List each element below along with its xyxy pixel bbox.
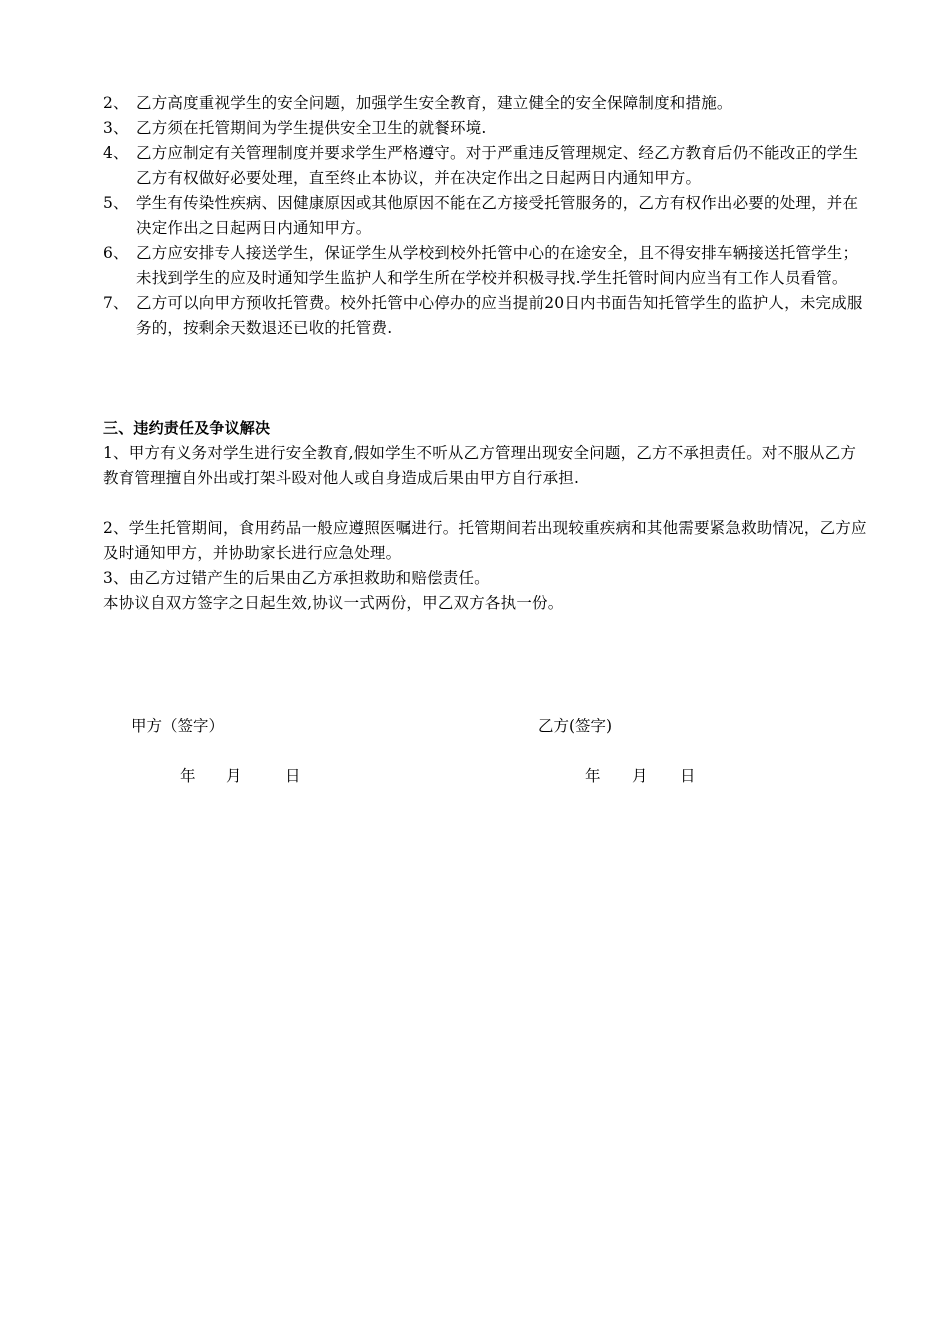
list-item <box>103 141 868 191</box>
section-heading: 三、违约责任及争议解决 <box>103 419 271 437</box>
list-item <box>103 291 868 341</box>
party-a-signature-label: 甲方（签字） <box>131 717 225 735</box>
item-number: 2、 <box>103 94 129 112</box>
blank-line <box>103 491 868 516</box>
party-b-day: 日 <box>680 767 696 785</box>
clause-list <box>103 91 868 341</box>
party-b-signature-label: 乙方(签字) <box>538 717 613 735</box>
item-text: 乙方高度重视学生的安全问题，加强学生安全教育，建立健全的安全保障制度和措施。 <box>136 94 733 112</box>
item-number: 3、 <box>103 119 129 137</box>
section-liability <box>103 416 868 616</box>
paragraph-3: 3、由乙方过错产生的后果由乙方承担救助和赔偿责任。 <box>103 569 490 587</box>
list-item <box>103 191 868 241</box>
item-text: 乙方应安排专人接送学生，保证学生从学校到校外托管中心的在途安全，且不得安排车辆接送托管学生；未找到学生的应及时通知学生监护人和学生所在学校并积极寻找.学生托管时间内应当有工作人员看管。 <box>136 244 859 287</box>
item-number: 6、 <box>103 244 129 262</box>
party-a-year: 年 <box>180 767 196 785</box>
list-item <box>103 116 868 141</box>
list-item <box>103 91 868 116</box>
party-a-day: 日 <box>285 767 301 785</box>
party-b-month: 月 <box>632 767 648 785</box>
effective-clause: 本协议自双方签字之日起生效,协议一式两份，甲乙双方各执一份。 <box>103 594 564 612</box>
list-item <box>103 241 868 291</box>
item-text: 乙方须在托管期间为学生提供安全卫生的就餐环境. <box>136 119 487 137</box>
item-number: 7、 <box>103 294 129 312</box>
party-b-year: 年 <box>585 767 601 785</box>
item-number: 5、 <box>103 194 129 212</box>
item-text: 乙方可以向甲方预收托管费。校外托管中心停办的应当提前20日内书面告知托管学生的监护人，未完成服务的，按剩余天数退还已收的托管费. <box>136 294 863 337</box>
item-text: 学生有传染性疾病、因健康原因或其他原因不能在乙方接受托管服务的，乙方有权作出必要的处理，并在决定作出之日起两日内通知甲方。 <box>136 194 859 237</box>
item-text: 乙方应制定有关管理制度并要求学生严格遵守。对于严重违反管理规定、经乙方教育后仍不能改正的学生乙方有权做好必要处理，直至终止本协议，并在决定作出之日起两日内通知甲方。 <box>136 144 859 187</box>
party-a-month: 月 <box>226 767 242 785</box>
paragraph-1: 1、甲方有义务对学生进行安全教育,假如学生不听从乙方管理出现安全问题，乙方不承担责任。对不服从乙方教育管理擅自外出或打架斗殴对他人或自身造成后果由甲方自行承担. <box>103 444 857 487</box>
item-number: 4、 <box>103 144 129 162</box>
paragraph-2: 2、学生托管期间，食用药品一般应遵照医嘱进行。托管期间若出现较重疾病和其他需要紧急救助情况，乙方应及时通知甲方，并协助家长进行应急处理。 <box>103 519 867 562</box>
